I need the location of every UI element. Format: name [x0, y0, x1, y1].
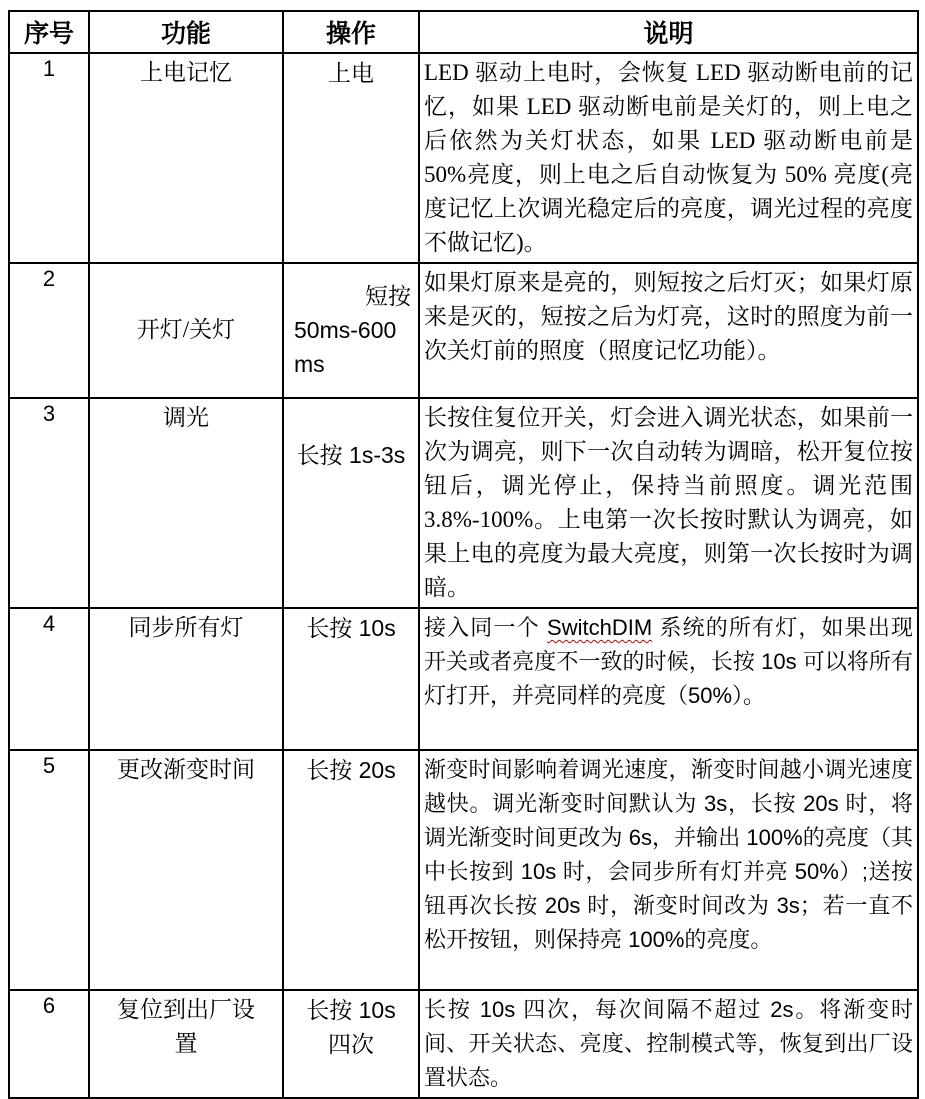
cell-desc: 渐变时间影响着调光速度，渐变时间越小调光速度越快。调光渐变时间默认为 3s，长按 20s 时，将调光渐变时间更改为 6s，并输出 100%的亮度（其中长按到 10s 时，会同步所有灯并亮 50%）;送按钮再次长按 20s 时，渐变时间改为 3s；若一直不松开按钮，则保持亮 100%的亮度。: [419, 750, 918, 990]
header-cell-no: 序号: [9, 11, 89, 53]
op-line: 四次: [328, 1031, 374, 1057]
cell-func: 同步所有灯: [89, 608, 283, 750]
cell-no: 6: [9, 990, 89, 1098]
cell-desc: LED 驱动上电时，会恢复 LED 驱动断电前的记忆，如果 LED 驱动断电前是关灯的，则上电之后依然为关灯状态，如果 LED 驱动断电前是 50%亮度，则上电之后自动恢复为 50% 亮度(亮度记忆上次调光稳定后的亮度，调光过程的亮度不做记忆)。: [419, 53, 918, 263]
cell-no: 1: [9, 53, 89, 263]
table-row-4: [9, 608, 918, 750]
cell-op: [283, 990, 419, 1098]
cell-desc: 长按 10s 四次，每次间隔不超过 2s。将渐变时间、开关状态、亮度、控制模式等，恢复到出厂设置状态。: [419, 990, 918, 1098]
header-cell-desc: 说明: [419, 11, 918, 53]
cell-op: 上电: [283, 53, 419, 263]
table-row-6: [9, 990, 918, 1098]
desc-text: 接入同一个: [424, 615, 548, 640]
header-cell-op: 操作: [283, 11, 419, 53]
func-line: 置: [174, 1031, 198, 1056]
cell-desc: 如果灯原来是亮的，则短按之后灯灭；如果灯原来是灭的，短按之后为灯亮，这时的照度为前一次关灯前的照度（照度记忆功能）。: [419, 263, 918, 398]
cell-op: 长按 10s: [283, 608, 419, 750]
cell-op: [283, 263, 419, 398]
table-row-2: [9, 263, 918, 398]
cell-op: 长按 1s-3s: [283, 398, 419, 608]
cell-func: 上电记忆: [89, 53, 283, 263]
cell-op: 长按 20s: [283, 750, 419, 990]
op-line: 50ms-600: [294, 316, 397, 343]
header-cell-func: 功能: [89, 11, 283, 53]
desc-text: 系统的所有灯，如果出现开关或者亮度不一致的时候，长按 10s 可以将所有灯打开，并亮同样的亮度（50%）。: [424, 615, 913, 708]
cell-func: [89, 990, 283, 1098]
func-line: 复位到出厂设: [117, 997, 255, 1022]
cell-func: 调光: [89, 398, 283, 608]
op-line: ms: [294, 350, 325, 377]
table-row-5: [9, 750, 918, 990]
function-table: [8, 10, 919, 1099]
cell-no: 5: [9, 750, 89, 990]
cell-func: 开灯/关灯: [89, 263, 283, 398]
cell-no: 4: [9, 608, 89, 750]
op-line: 短按: [365, 282, 411, 309]
cell-no: 3: [9, 398, 89, 608]
op-line: 长按 10s: [306, 997, 396, 1023]
cell-desc: 长按住复位开关，灯会进入调光状态，如果前一次为调亮，则下一次自动转为调暗，松开复位按钮后，调光停止，保持当前照度。调光范围 3.8%-100%。上电第一次长按时默认为调亮，如果上电的亮度为最大亮度，则第一次长按时为调暗。: [419, 398, 918, 608]
cell-func: 更改渐变时间: [89, 750, 283, 990]
cell-no: 2: [9, 263, 89, 398]
table-row-3: [9, 398, 918, 608]
table-row-1: [9, 53, 918, 263]
cell-desc: [419, 608, 918, 750]
header-row: [9, 11, 918, 53]
misspelled-word: SwitchDIM: [547, 615, 653, 640]
